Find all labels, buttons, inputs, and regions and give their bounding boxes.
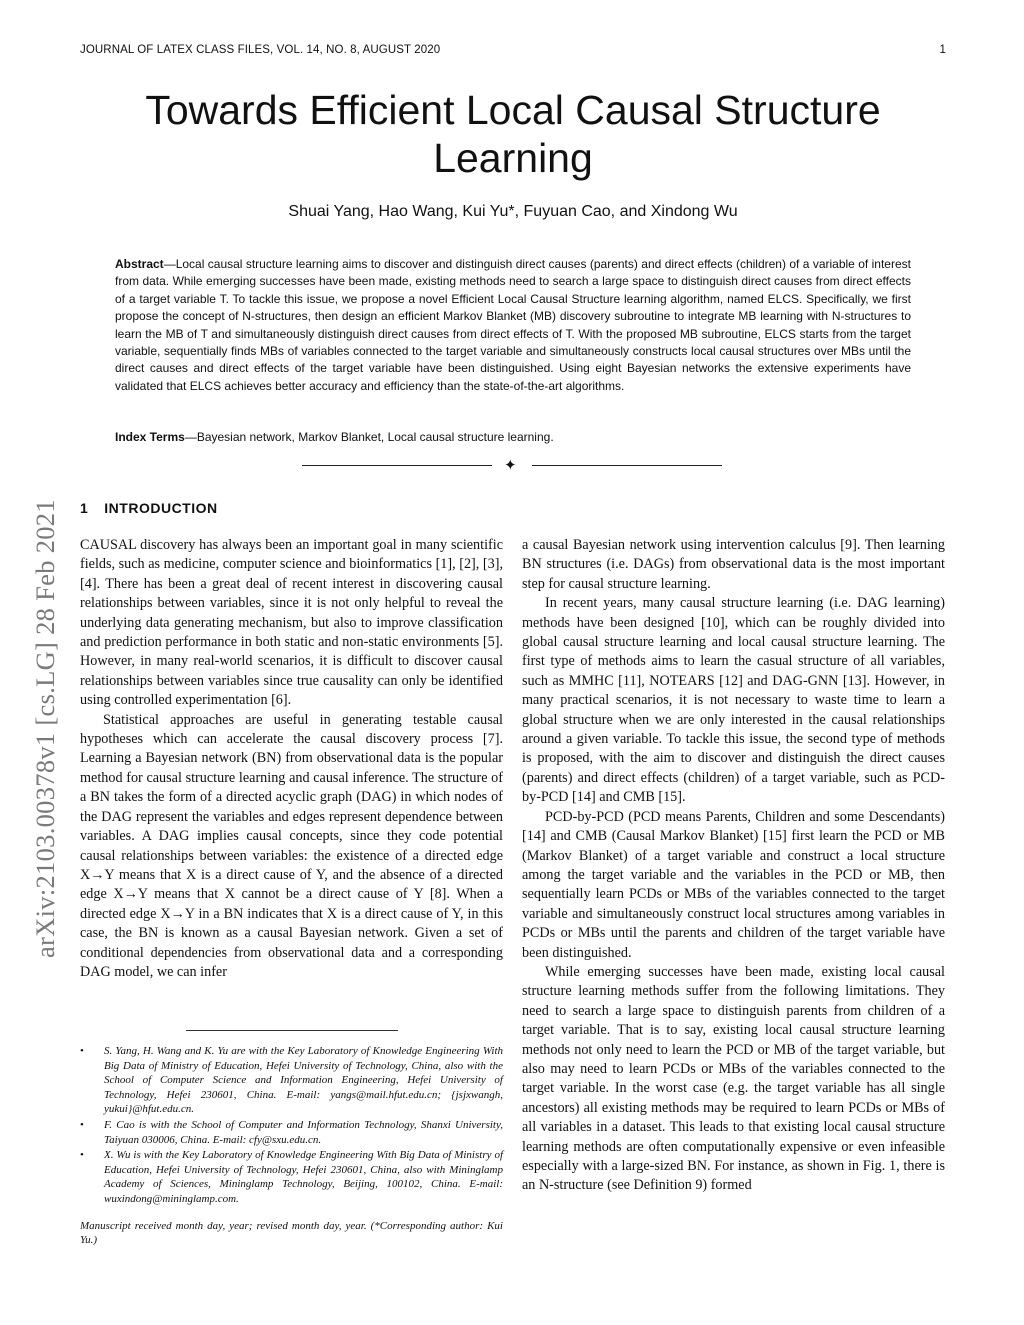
manuscript-note: Manuscript received month day, year; revised month day, year. (*Corresponding author: Kui Yu.) xyxy=(80,1219,503,1247)
bullet-icon: • xyxy=(80,1118,84,1131)
index-terms-label: Index Terms xyxy=(115,430,185,444)
footnote-rule xyxy=(186,1030,398,1031)
section-separator xyxy=(302,458,722,474)
author-list: Shuai Yang, Hao Wang, Kui Yu*, Fuyuan Cao, and Xindong Wu xyxy=(288,203,738,220)
footnote-item xyxy=(80,1118,503,1147)
left-column xyxy=(80,536,503,982)
footnote-item xyxy=(80,1148,503,1206)
running-header xyxy=(80,44,946,56)
abstract-label: Abstract xyxy=(115,257,164,271)
paragraph: Statistical approaches are useful in generating testable causal hypotheses which can accelerate the causal discovery process [7]. Learning a Bayesian network (BN) from observational data is the popular method for causal structure learning and causal inference. The structure of a BN takes the form of a directed acyclic graph (DAG) in which nodes of the DAG represent the variables and edges represent dependence between variables. A DAG implies causal concepts, since they code potential causal relationships between variables: the existence of a directed edge X→Y means that X is a direct cause of Y, and the absence of a directed edge X→Y means that X cannot be a direct cause of Y [8]. When a directed edge X→Y in a BN indicates that X is a direct cause of Y, in this case, the BN is known as a causal Bayesian network. Given a set of conditional dependencies from observational data and a corresponding DAG model, we can infer xyxy=(80,711,503,980)
paragraph: In recent years, many causal structure learning (i.e. DAG learning) methods have been designed [10], which can be roughly divided into global causal structure learning and local causal structure learning. The first type of methods aims to learn the casual structure of all variables, such as MMHC [11], NOTEARS [12] and DAG-GNN [13]. However, in many practical scenarios, it is not necessary to waste time to learn a global structure when we are only interested in the causal relationships around a given variable. To tackle this issue, the second type of methods is proposed, with the aim to discover and distinguish the direct causes (parents) and direct effects (children) of a target variable, such as PCD-by-PCD [14] and CMB [15]. xyxy=(522,595,945,806)
paper-title: Towards Efficient Local Causal Structure Learning xyxy=(145,87,881,181)
paragraph: CAUSAL discovery has always been an important goal in many scientific fields, such as medicine, computer science and bioinformatics [1], [2], [3], [4]. There has been a great deal of recent interest in discovering causal relationships between variables, since it is not only helpful to reveal the underlying data generating mechanism, but also to improve classification and prediction performance in both static and non-static environments [5]. However, in many real-world scenarios, it is difficult to discover causal relationships between variables since true causality can only be identified using controlled experimentation [6]. xyxy=(80,537,503,709)
footnote-text: F. Cao is with the School of Computer and Information Technology, Shanxi University, Taiyuan 030006, China. E-mail: cfy@sxu.edu.cn. xyxy=(104,1118,503,1146)
section-title: INTRODUCTION xyxy=(104,500,218,516)
footnotes xyxy=(80,1044,503,1259)
paragraph: a causal Bayesian network using intervention calculus [9]. Then learning BN structures (i.e. DAGs) from observational data is the most important step for causal structure learning. xyxy=(522,537,945,592)
bullet-icon: • xyxy=(80,1149,84,1162)
section-number: 1 xyxy=(80,500,89,516)
paragraph: While emerging successes have been made, existing local causal structure learning methods suffer from the following limitations. They need to search a large space to distinguish parents from children of a target variable. That is to say, existing local causal structure learning methods not only need to learn the PCD or MB of the target variable, but also may need to learn PCDs or MBs of the variables connected to the target variable. In the worst case (e.g. the target variable has all single ancestors) all existing methods may be required to learn PCDs or MBs of all variables in a dataset. This leads to that existing local causal structure learning methods are often computationally expensive or even infeasible especially with a large-sized BN. For instance, as shown in Fig. 1, there is an N-structure (see Definition 9) formed xyxy=(522,963,945,1194)
section-heading xyxy=(80,500,218,516)
separator-line-left xyxy=(302,465,492,466)
abstract xyxy=(115,256,911,395)
footnote-text: S. Yang, H. Wang and K. Yu are with the Key Laboratory of Knowledge Engineering With Big Data of Ministry of Education, Hefei University of Technology, China, also with the School of Computer Science and Information Engineering, Hefei University of Technology, Hefei 230601, China. E-mail: yangs@mail.hfut.edu.cn; {jsjxwangh, yukui}@hfut.edu.cn. xyxy=(104,1045,503,1116)
index-terms-text: —Bayesian network, Markov Blanket, Local causal structure learning. xyxy=(184,430,554,444)
separator-line-right xyxy=(532,465,722,466)
footnote-text: X. Wu is with the Key Laboratory of Knowledge Engineering With Big Data of Ministry of Education, Hefei University of Technology, Hefei 230601, China, also with Mininglamp Academy of Sciences, Mininglamp Technology, Beijing, 100102, China. E-mail: wuxindong@mininglamp.com. xyxy=(104,1149,503,1205)
bullet-icon: • xyxy=(80,1045,84,1057)
paragraph: PCD-by-PCD (PCD means Parents, Children and some Descendants) [14] and CMB (Causal Markov Blanket) [15] first learn the PCD or MB (Markov Blanket) of a target variable and construct a local structure among the target variable and the variables in the PCD or MB, then sequentially learn PCDs or MBs of the variables connected to the target variable and simultaneously construct local structures among variables in PCDs or MBs until the parents and children of the target variable have been distinguished. xyxy=(522,808,945,961)
footnote-item xyxy=(80,1044,503,1117)
journal-name: JOURNAL OF LATEX CLASS FILES, VOL. 14, NO. 8, AUGUST 2020 xyxy=(80,44,441,56)
page-number: 1 xyxy=(939,44,946,56)
abstract-text: —Local causal structure learning aims to discover and distinguish direct causes (parents) and direct effects (children) of a variable of interest from data. While emerging successes have been made, existing methods need to search a large space to distinguish direct causes from direct effects of a target variable T. To tackle this issue, we propose a novel Efficient Local Causal Structure learning algorithm, named ELCS. Specifically, we first propose the concept of N-structures, then design an efficient Markov Blanket (MB) discovery subroutine to integrate MB learning with N-structures to learn the MB of T and simultaneously distinguish direct causes from direct effects of T. With the proposed MB subroutine, ELCS starts from the target variable, sequentially finds MBs of variables connected to the target variable and simultaneously constructs local causal structures over MBs until the direct causes and direct effects of the target variable have been distinguished. Using eight Bayesian networks the extensive experiments have validated that ELCS achieves better accuracy and efficiency than the state-of-the-art algorithms. xyxy=(115,257,911,393)
right-column xyxy=(522,536,945,1196)
separator-diamond-icon: ✦ xyxy=(504,458,517,474)
arxiv-stamp: arXiv:2103.00378v1 [cs.LG] 28 Feb 2021 xyxy=(30,499,60,958)
index-terms xyxy=(115,430,911,444)
